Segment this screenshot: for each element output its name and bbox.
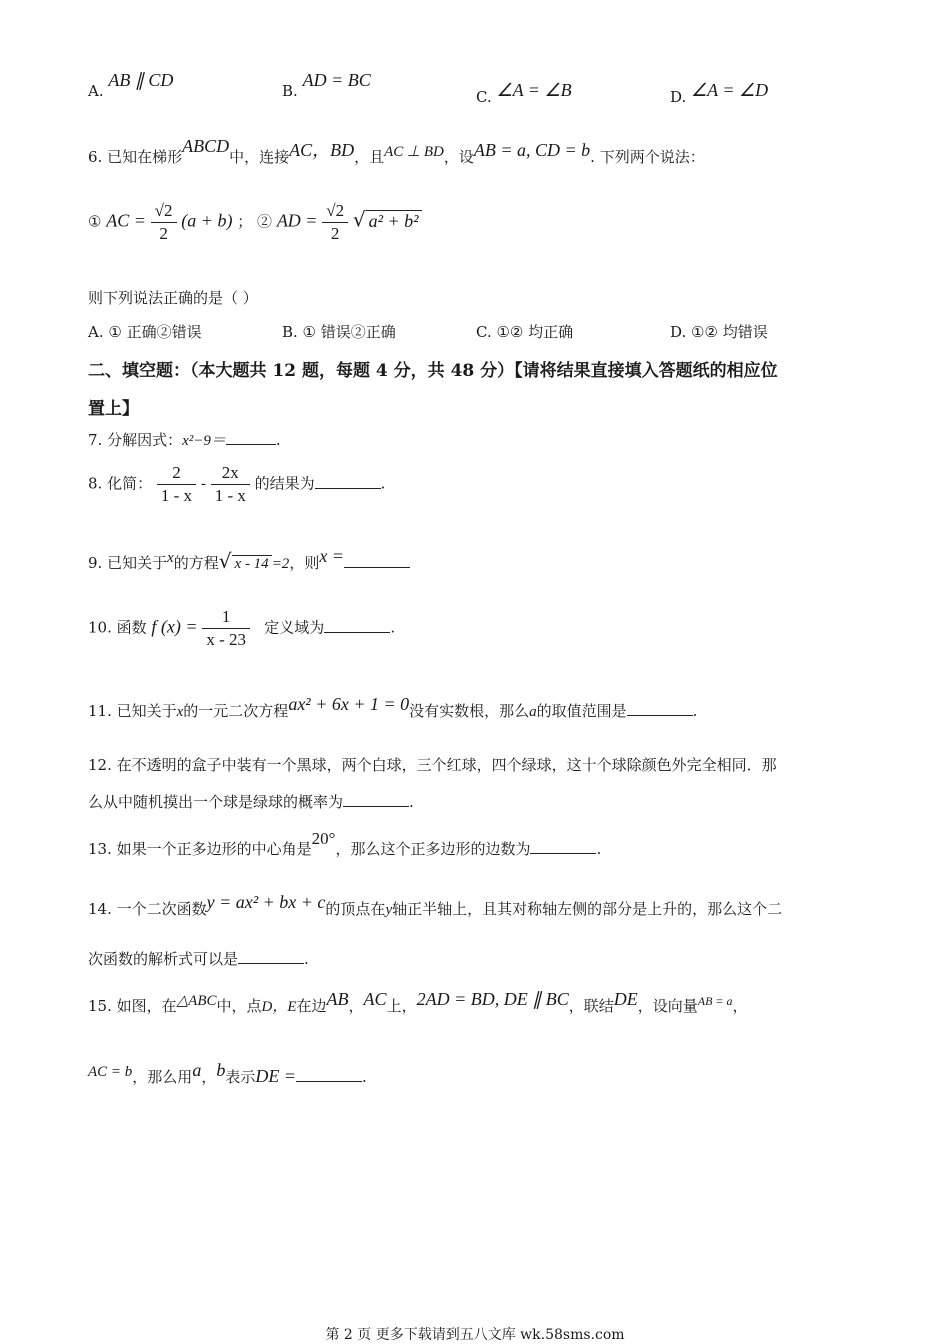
math: ABCD [182, 136, 230, 156]
q6-option-d: D. ①② 均错误 [670, 323, 768, 341]
text: 的结果为 [254, 474, 315, 493]
q6-option-c: C. ①② 均正确 [476, 323, 574, 341]
math: △ABC [176, 993, 217, 1009]
answer-blank[interactable] [238, 949, 304, 964]
q6-option-b: B. ① 错误②正确 [282, 323, 396, 341]
text: 11. 已知关于 [88, 702, 177, 720]
claim-number: ① [88, 212, 102, 231]
text: 10. 函数 [88, 618, 147, 637]
answer-blank[interactable] [226, 430, 276, 445]
text: ，那么这个正多边形的边数为 [335, 840, 531, 858]
option-label: D. [670, 88, 687, 106]
text: 定义域为 [264, 618, 325, 637]
radical-sign: √ [352, 207, 366, 232]
option-math: AB ∥ CD [108, 70, 174, 90]
text: ，则 [289, 554, 320, 572]
text: 14. 一个二次函数 [88, 900, 207, 918]
text: 轴正半轴上，且其对称轴左侧的部分是上升的，那么这个二 [392, 900, 783, 918]
math: y = ax² + bx + c [206, 892, 326, 912]
answer-blank[interactable] [324, 618, 390, 633]
claim-number: ② [257, 212, 273, 231]
math: D，E [261, 999, 297, 1015]
text: . [596, 840, 602, 858]
question-12-line2 [88, 791, 414, 812]
fraction [211, 462, 250, 507]
text: ， [732, 997, 748, 1015]
math: b [216, 1060, 226, 1080]
answer-blank[interactable] [530, 839, 596, 854]
question-9 [88, 546, 410, 573]
text: 在边 [296, 997, 327, 1015]
text: 上， [386, 997, 417, 1015]
numerator: 2x [211, 462, 250, 485]
denominator: 1 - x [160, 486, 193, 505]
text: ， [348, 997, 364, 1015]
option-label: A. [88, 82, 104, 100]
text: 8. 化简： [88, 474, 153, 493]
fraction [202, 606, 250, 651]
radical-sign: √ [218, 549, 232, 573]
question-6-prompt: 则下列说法正确的是（ ） [88, 289, 258, 307]
separator: ； [237, 212, 253, 231]
text: 7. 分解因式： [88, 431, 183, 449]
math: AC = [106, 210, 146, 231]
text: 的取值范围是 [536, 702, 627, 720]
fraction [322, 200, 348, 245]
math: DE [613, 989, 638, 1009]
question-15-line1 [88, 989, 748, 1016]
q5-option-a [88, 70, 174, 101]
math: (a + b) [181, 210, 233, 231]
math: 20° [311, 829, 336, 848]
question-7 [88, 429, 281, 450]
math: =2 [271, 556, 290, 572]
answer-blank[interactable] [343, 792, 409, 807]
text: 13. 如果一个正多边形的中心角是 [88, 840, 312, 858]
text: 9. 已知关于 [88, 554, 168, 572]
math: AC，BD [289, 140, 355, 160]
math: a [192, 1060, 202, 1080]
numerator: 1 [202, 606, 250, 629]
text: . [409, 793, 414, 811]
question-6-stem [88, 136, 705, 168]
text: 次函数的解析式可以是 [88, 950, 239, 968]
math: AC = b [88, 1064, 133, 1080]
question-13 [88, 829, 602, 859]
answer-blank[interactable] [344, 553, 410, 568]
text: 6. 已知在梯形 [88, 148, 183, 166]
section-heading-cont: 置上】 [88, 399, 139, 419]
q5-option-b [282, 70, 371, 101]
page-footer: 第 2 页 更多下载请到五八文库 wk.58sms.com [325, 1327, 625, 1343]
math: DE = [255, 1066, 296, 1086]
text: ，且 [354, 148, 385, 166]
text: 的方程 [173, 554, 219, 572]
section-heading: 二、填空题：（本大题共 12 题，每题 4 分，共 48 分）【请将结果直接填入答题纸的相应位 [88, 361, 778, 381]
text: 的顶点在 [325, 900, 386, 918]
radicand: a² + b² [366, 210, 422, 232]
math: x [167, 550, 174, 566]
q6-option-a: A. ① 正确②错误 [88, 323, 202, 341]
q5-option-c [476, 80, 572, 107]
text: . 下列两个说法： [590, 148, 705, 166]
math: AB = a, CD = b [473, 140, 591, 160]
question-15-line2 [88, 1060, 367, 1087]
text: . [692, 702, 698, 720]
operator: - [200, 474, 206, 493]
fraction [151, 200, 177, 245]
math: x = [319, 546, 344, 566]
answer-blank[interactable] [296, 1067, 362, 1082]
radicand: x - 14 [232, 555, 272, 573]
answer-blank[interactable] [315, 474, 381, 489]
math: AD = [276, 210, 318, 231]
text: . [304, 950, 309, 968]
q5-option-d [670, 80, 769, 107]
math: AB [326, 989, 349, 1009]
math: AC ⊥ BD [384, 144, 444, 160]
math: 2AD = BD, DE ∥ BC [416, 989, 569, 1009]
text: ，那么用 [132, 1068, 193, 1086]
text: 么从中随机摸出一个球是绿球的概率为 [88, 793, 344, 811]
math: x²−9＝ [182, 433, 226, 449]
numerator: 2 [157, 462, 196, 485]
question-6-claims [88, 200, 422, 245]
text: . [275, 431, 281, 449]
text: . [361, 1068, 367, 1086]
option-math: ∠A = ∠B [496, 80, 572, 100]
question-10 [88, 606, 395, 651]
denominator: 2 [330, 224, 340, 243]
numerator: √2 [322, 200, 348, 223]
question-14-line2 [88, 948, 309, 969]
question-12-line1: 12. 在不透明的盒子中装有一个黑球，两个白球，三个红球，四个绿球，这十个球除颜色外完全相同．那 [88, 756, 777, 774]
text: . [380, 474, 386, 493]
text: . [390, 618, 396, 637]
question-8 [88, 462, 385, 507]
math: AB = a [697, 994, 733, 1008]
text: 中，连接 [229, 148, 290, 166]
denominator: 1 - x [214, 486, 246, 505]
text: 15. 如图，在 [88, 997, 177, 1015]
fraction [157, 462, 196, 507]
text: ，设 [443, 148, 474, 166]
math: f (x) = [151, 616, 198, 637]
text: 中，点 [216, 997, 262, 1015]
denominator: x - 23 [206, 630, 246, 649]
math: ax² + 6x + 1 = 0 [288, 694, 410, 714]
numerator: √2 [151, 200, 177, 223]
text: ，设向量 [637, 997, 698, 1015]
question-14-line1 [88, 892, 783, 919]
math: x [176, 704, 184, 720]
text: ，联结 [568, 997, 614, 1015]
answer-blank[interactable] [627, 701, 693, 716]
option-math: ∠A = ∠D [691, 80, 769, 100]
denominator: 2 [159, 224, 168, 243]
math: y [385, 902, 393, 918]
text: 的一元二次方程 [183, 702, 289, 720]
option-label: B. [282, 82, 298, 100]
text: 表示 [225, 1068, 256, 1086]
option-math: AD = BC [302, 70, 371, 90]
option-label: C. [476, 88, 492, 106]
text: 没有实数根，那么 [409, 702, 530, 720]
question-11 [88, 694, 698, 721]
text: ， [201, 1068, 217, 1086]
math: a [529, 704, 537, 720]
math: AC [363, 989, 387, 1009]
